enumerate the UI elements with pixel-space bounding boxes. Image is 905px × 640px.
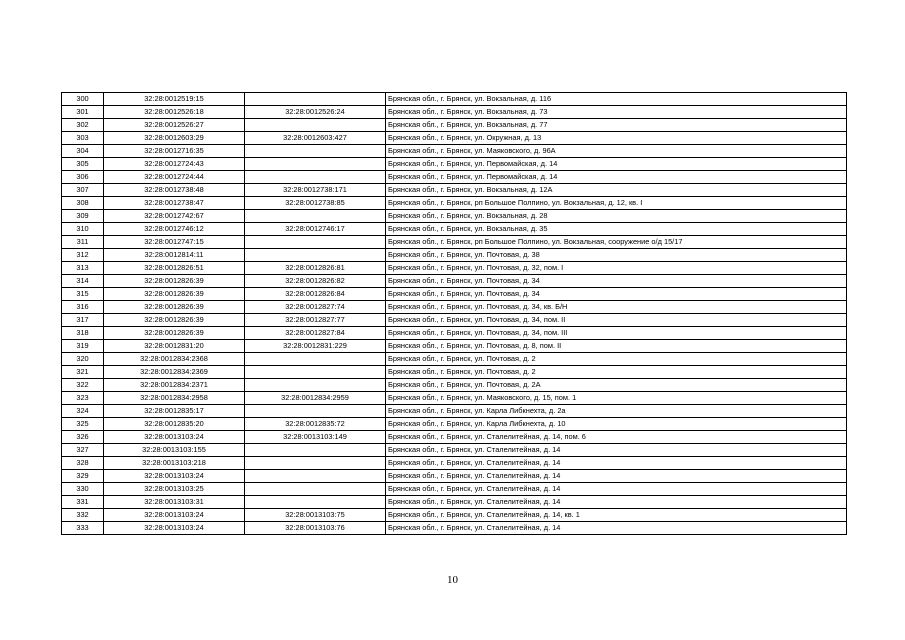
row-number-cell: 315 <box>62 288 104 301</box>
related-cadastral-number-cell <box>245 496 386 509</box>
table-row <box>62 483 847 496</box>
address-cell: Брянская обл., г. Брянск, ул. Карла Либкнехта, д. 2а <box>386 405 847 418</box>
address-cell: Брянская обл., г. Брянск, ул. Сталелитейная, д. 14, кв. 1 <box>386 509 847 522</box>
address-cell: Брянская обл., г. Брянск, ул. Почтовая, д. 34, пом. III <box>386 327 847 340</box>
related-cadastral-number-cell: 32:28:0012827:77 <box>245 314 386 327</box>
related-cadastral-number-cell: 32:28:0012746:17 <box>245 223 386 236</box>
related-cadastral-number-cell: 32:28:0013103:149 <box>245 431 386 444</box>
row-number-cell: 316 <box>62 301 104 314</box>
related-cadastral-number-cell: 32:28:0012834:2959 <box>245 392 386 405</box>
cadastral-number-cell: 32:28:0012746:12 <box>104 223 245 236</box>
table-row <box>62 314 847 327</box>
cadastral-number-cell: 32:28:0012724:44 <box>104 171 245 184</box>
cadastral-number-cell: 32:28:0012747:15 <box>104 236 245 249</box>
table-row <box>62 353 847 366</box>
cadastral-number-cell: 32:28:0012834:2368 <box>104 353 245 366</box>
table-row <box>62 470 847 483</box>
row-number-cell: 323 <box>62 392 104 405</box>
related-cadastral-number-cell <box>245 444 386 457</box>
row-number-cell: 310 <box>62 223 104 236</box>
row-number-cell: 326 <box>62 431 104 444</box>
table-row <box>62 106 847 119</box>
row-number-cell: 307 <box>62 184 104 197</box>
related-cadastral-number-cell <box>245 210 386 223</box>
cadastral-number-cell: 32:28:0012826:39 <box>104 288 245 301</box>
related-cadastral-number-cell: 32:28:0013103:75 <box>245 509 386 522</box>
cadastral-number-cell: 32:28:0012826:39 <box>104 327 245 340</box>
table-row <box>62 366 847 379</box>
address-cell: Брянская обл., г. Брянск, ул. Маяковского, д. 15, пом. 1 <box>386 392 847 405</box>
cadastral-number-cell: 32:28:0013103:31 <box>104 496 245 509</box>
address-cell: Брянская обл., г. Брянск, ул. Сталелитейная, д. 14 <box>386 470 847 483</box>
address-cell: Брянская обл., г. Брянск, ул. Первомайская, д. 14 <box>386 171 847 184</box>
table-row <box>62 431 847 444</box>
related-cadastral-number-cell <box>245 119 386 132</box>
address-cell: Брянская обл., г. Брянск, ул. Почтовая, д. 34, кв. Б/Н <box>386 301 847 314</box>
address-cell: Брянская обл., г. Брянск, ул. Окружная, д. 13 <box>386 132 847 145</box>
address-cell: Брянская обл., г. Брянск, ул. Вокзальная, д. 73 <box>386 106 847 119</box>
registry-table-body <box>62 93 847 535</box>
cadastral-number-cell: 32:28:0013103:24 <box>104 509 245 522</box>
table-row <box>62 444 847 457</box>
row-number-cell: 306 <box>62 171 104 184</box>
address-cell: Брянская обл., г. Брянск, ул. Почтовая, д. 2 <box>386 353 847 366</box>
cadastral-number-cell: 32:28:0013103:24 <box>104 431 245 444</box>
cadastral-number-cell: 32:28:0012724:43 <box>104 158 245 171</box>
address-cell: Брянская обл., г. Брянск, ул. Сталелитейная, д. 14 <box>386 483 847 496</box>
table-row <box>62 379 847 392</box>
cadastral-number-cell: 32:28:0013103:155 <box>104 444 245 457</box>
row-number-cell: 308 <box>62 197 104 210</box>
related-cadastral-number-cell: 32:28:0012826:81 <box>245 262 386 275</box>
related-cadastral-number-cell <box>245 353 386 366</box>
table-row <box>62 509 847 522</box>
cadastral-number-cell: 32:28:0012834:2369 <box>104 366 245 379</box>
cadastral-number-cell: 32:28:0012814:11 <box>104 249 245 262</box>
address-cell: Брянская обл., г. Брянск, ул. Сталелитейная, д. 14, пом. 6 <box>386 431 847 444</box>
related-cadastral-number-cell: 32:28:0013103:76 <box>245 522 386 535</box>
row-number-cell: 313 <box>62 262 104 275</box>
related-cadastral-number-cell: 32:28:0012603:427 <box>245 132 386 145</box>
cadastral-number-cell: 32:28:0012519:15 <box>104 93 245 106</box>
related-cadastral-number-cell: 32:28:0012738:171 <box>245 184 386 197</box>
cadastral-number-cell: 32:28:0012526:27 <box>104 119 245 132</box>
address-cell: Брянская обл., г. Брянск, ул. Маяковского, д. 96А <box>386 145 847 158</box>
address-cell: Брянская обл., г. Брянск, ул. Карла Либкнехта, д. 10 <box>386 418 847 431</box>
related-cadastral-number-cell: 32:28:0012826:84 <box>245 288 386 301</box>
related-cadastral-number-cell <box>245 457 386 470</box>
cadastral-number-cell: 32:28:0013103:25 <box>104 483 245 496</box>
address-cell: Брянская обл., г. Брянск, ул. Вокзальная, д. 28 <box>386 210 847 223</box>
row-number-cell: 328 <box>62 457 104 470</box>
row-number-cell: 305 <box>62 158 104 171</box>
row-number-cell: 311 <box>62 236 104 249</box>
address-cell: Брянская обл., г. Брянск, ул. Почтовая, д. 8, пом. II <box>386 340 847 353</box>
table-row <box>62 145 847 158</box>
table-row <box>62 457 847 470</box>
address-cell: Брянская обл., г. Брянск, ул. Почтовая, д. 2А <box>386 379 847 392</box>
cadastral-number-cell: 32:28:0012835:17 <box>104 405 245 418</box>
cadastral-number-cell: 32:28:0012826:51 <box>104 262 245 275</box>
row-number-cell: 329 <box>62 470 104 483</box>
address-cell: Брянская обл., г. Брянск, ул. Почтовая, д. 34 <box>386 275 847 288</box>
table-row <box>62 210 847 223</box>
table-row <box>62 392 847 405</box>
row-number-cell: 327 <box>62 444 104 457</box>
address-cell: Брянская обл., г. Брянск, ул. Вокзальная, д. 77 <box>386 119 847 132</box>
related-cadastral-number-cell: 32:28:0012835:72 <box>245 418 386 431</box>
related-cadastral-number-cell <box>245 470 386 483</box>
address-cell: Брянская обл., г. Брянск, ул. Сталелитейная, д. 14 <box>386 496 847 509</box>
cadastral-number-cell: 32:28:0012831:20 <box>104 340 245 353</box>
table-row <box>62 340 847 353</box>
related-cadastral-number-cell <box>245 483 386 496</box>
address-cell: Брянская обл., г. Брянск, рп Большое Полпино, ул. Вокзальная, сооружение о/д 15/17 <box>386 236 847 249</box>
cadastral-number-cell: 32:28:0012738:48 <box>104 184 245 197</box>
table-row <box>62 288 847 301</box>
address-cell: Брянская обл., г. Брянск, ул. Вокзальная, д. 35 <box>386 223 847 236</box>
row-number-cell: 319 <box>62 340 104 353</box>
row-number-cell: 330 <box>62 483 104 496</box>
related-cadastral-number-cell <box>245 379 386 392</box>
address-cell: Брянская обл., г. Брянск, ул. Сталелитейная, д. 14 <box>386 522 847 535</box>
related-cadastral-number-cell <box>245 366 386 379</box>
cadastral-number-cell: 32:28:0013103:24 <box>104 522 245 535</box>
table-row <box>62 158 847 171</box>
related-cadastral-number-cell <box>245 171 386 184</box>
row-number-cell: 300 <box>62 93 104 106</box>
row-number-cell: 320 <box>62 353 104 366</box>
row-number-cell: 317 <box>62 314 104 327</box>
cadastral-number-cell: 32:28:0012826:39 <box>104 301 245 314</box>
related-cadastral-number-cell <box>245 158 386 171</box>
table-row <box>62 236 847 249</box>
table-row <box>62 405 847 418</box>
row-number-cell: 314 <box>62 275 104 288</box>
cadastral-number-cell: 32:28:0012835:20 <box>104 418 245 431</box>
row-number-cell: 303 <box>62 132 104 145</box>
row-number-cell: 312 <box>62 249 104 262</box>
cadastral-number-cell: 32:28:0012834:2958 <box>104 392 245 405</box>
table-row <box>62 262 847 275</box>
table-row <box>62 275 847 288</box>
table-row <box>62 197 847 210</box>
table-row <box>62 171 847 184</box>
table-row <box>62 522 847 535</box>
page-number: 10 <box>447 574 458 586</box>
cadastral-number-cell: 32:28:0012603:29 <box>104 132 245 145</box>
table-row <box>62 132 847 145</box>
table-row <box>62 496 847 509</box>
related-cadastral-number-cell <box>245 93 386 106</box>
address-cell: Брянская обл., г. Брянск, ул. Сталелитейная, д. 14 <box>386 457 847 470</box>
row-number-cell: 301 <box>62 106 104 119</box>
row-number-cell: 325 <box>62 418 104 431</box>
address-cell: Брянская обл., г. Брянск, ул. Почтовая, д. 2 <box>386 366 847 379</box>
cadastral-number-cell: 32:28:0012826:39 <box>104 314 245 327</box>
related-cadastral-number-cell: 32:28:0012826:82 <box>245 275 386 288</box>
address-cell: Брянская обл., г. Брянск, ул. Вокзальная, д. 12А <box>386 184 847 197</box>
table-row <box>62 184 847 197</box>
row-number-cell: 322 <box>62 379 104 392</box>
row-number-cell: 332 <box>62 509 104 522</box>
table-row <box>62 223 847 236</box>
address-cell: Брянская обл., г. Брянск, ул. Почтовая, д. 34, пом. II <box>386 314 847 327</box>
cadastral-number-cell: 32:28:0012526:18 <box>104 106 245 119</box>
address-cell: Брянская обл., г. Брянск, ул. Почтовая, д. 32, пом. I <box>386 262 847 275</box>
row-number-cell: 331 <box>62 496 104 509</box>
cadastral-number-cell: 32:28:0012834:2371 <box>104 379 245 392</box>
table-row <box>62 249 847 262</box>
related-cadastral-number-cell <box>245 405 386 418</box>
cadastral-number-cell: 32:28:0012826:39 <box>104 275 245 288</box>
cadastral-number-cell: 32:28:0013103:218 <box>104 457 245 470</box>
cadastral-number-cell: 32:28:0012742:67 <box>104 210 245 223</box>
row-number-cell: 304 <box>62 145 104 158</box>
table-row <box>62 93 847 106</box>
row-number-cell: 302 <box>62 119 104 132</box>
address-cell: Брянская обл., г. Брянск, рп Большое Полпино, ул. Вокзальная, д. 12, кв. I <box>386 197 847 210</box>
related-cadastral-number-cell: 32:28:0012526:24 <box>245 106 386 119</box>
row-number-cell: 321 <box>62 366 104 379</box>
row-number-cell: 333 <box>62 522 104 535</box>
address-cell: Брянская обл., г. Брянск, ул. Почтовая, д. 34 <box>386 288 847 301</box>
row-number-cell: 318 <box>62 327 104 340</box>
related-cadastral-number-cell <box>245 145 386 158</box>
related-cadastral-number-cell <box>245 236 386 249</box>
registry-table <box>61 92 847 535</box>
cadastral-number-cell: 32:28:0012716:35 <box>104 145 245 158</box>
table-row <box>62 418 847 431</box>
cadastral-number-cell: 32:28:0012738:47 <box>104 197 245 210</box>
cadastral-number-cell: 32:28:0013103:24 <box>104 470 245 483</box>
address-cell: Брянская обл., г. Брянск, ул. Почтовая, д. 38 <box>386 249 847 262</box>
related-cadastral-number-cell: 32:28:0012738:85 <box>245 197 386 210</box>
related-cadastral-number-cell: 32:28:0012831:229 <box>245 340 386 353</box>
row-number-cell: 309 <box>62 210 104 223</box>
table-row <box>62 119 847 132</box>
related-cadastral-number-cell: 32:28:0012827:74 <box>245 301 386 314</box>
related-cadastral-number-cell <box>245 249 386 262</box>
address-cell: Брянская обл., г. Брянск, ул. Первомайская, д. 14 <box>386 158 847 171</box>
related-cadastral-number-cell: 32:28:0012827:84 <box>245 327 386 340</box>
row-number-cell: 324 <box>62 405 104 418</box>
table-row <box>62 301 847 314</box>
address-cell: Брянская обл., г. Брянск, ул. Сталелитейная, д. 14 <box>386 444 847 457</box>
table-row <box>62 327 847 340</box>
address-cell: Брянская обл., г. Брянск, ул. Вокзальная, д. 116 <box>386 93 847 106</box>
